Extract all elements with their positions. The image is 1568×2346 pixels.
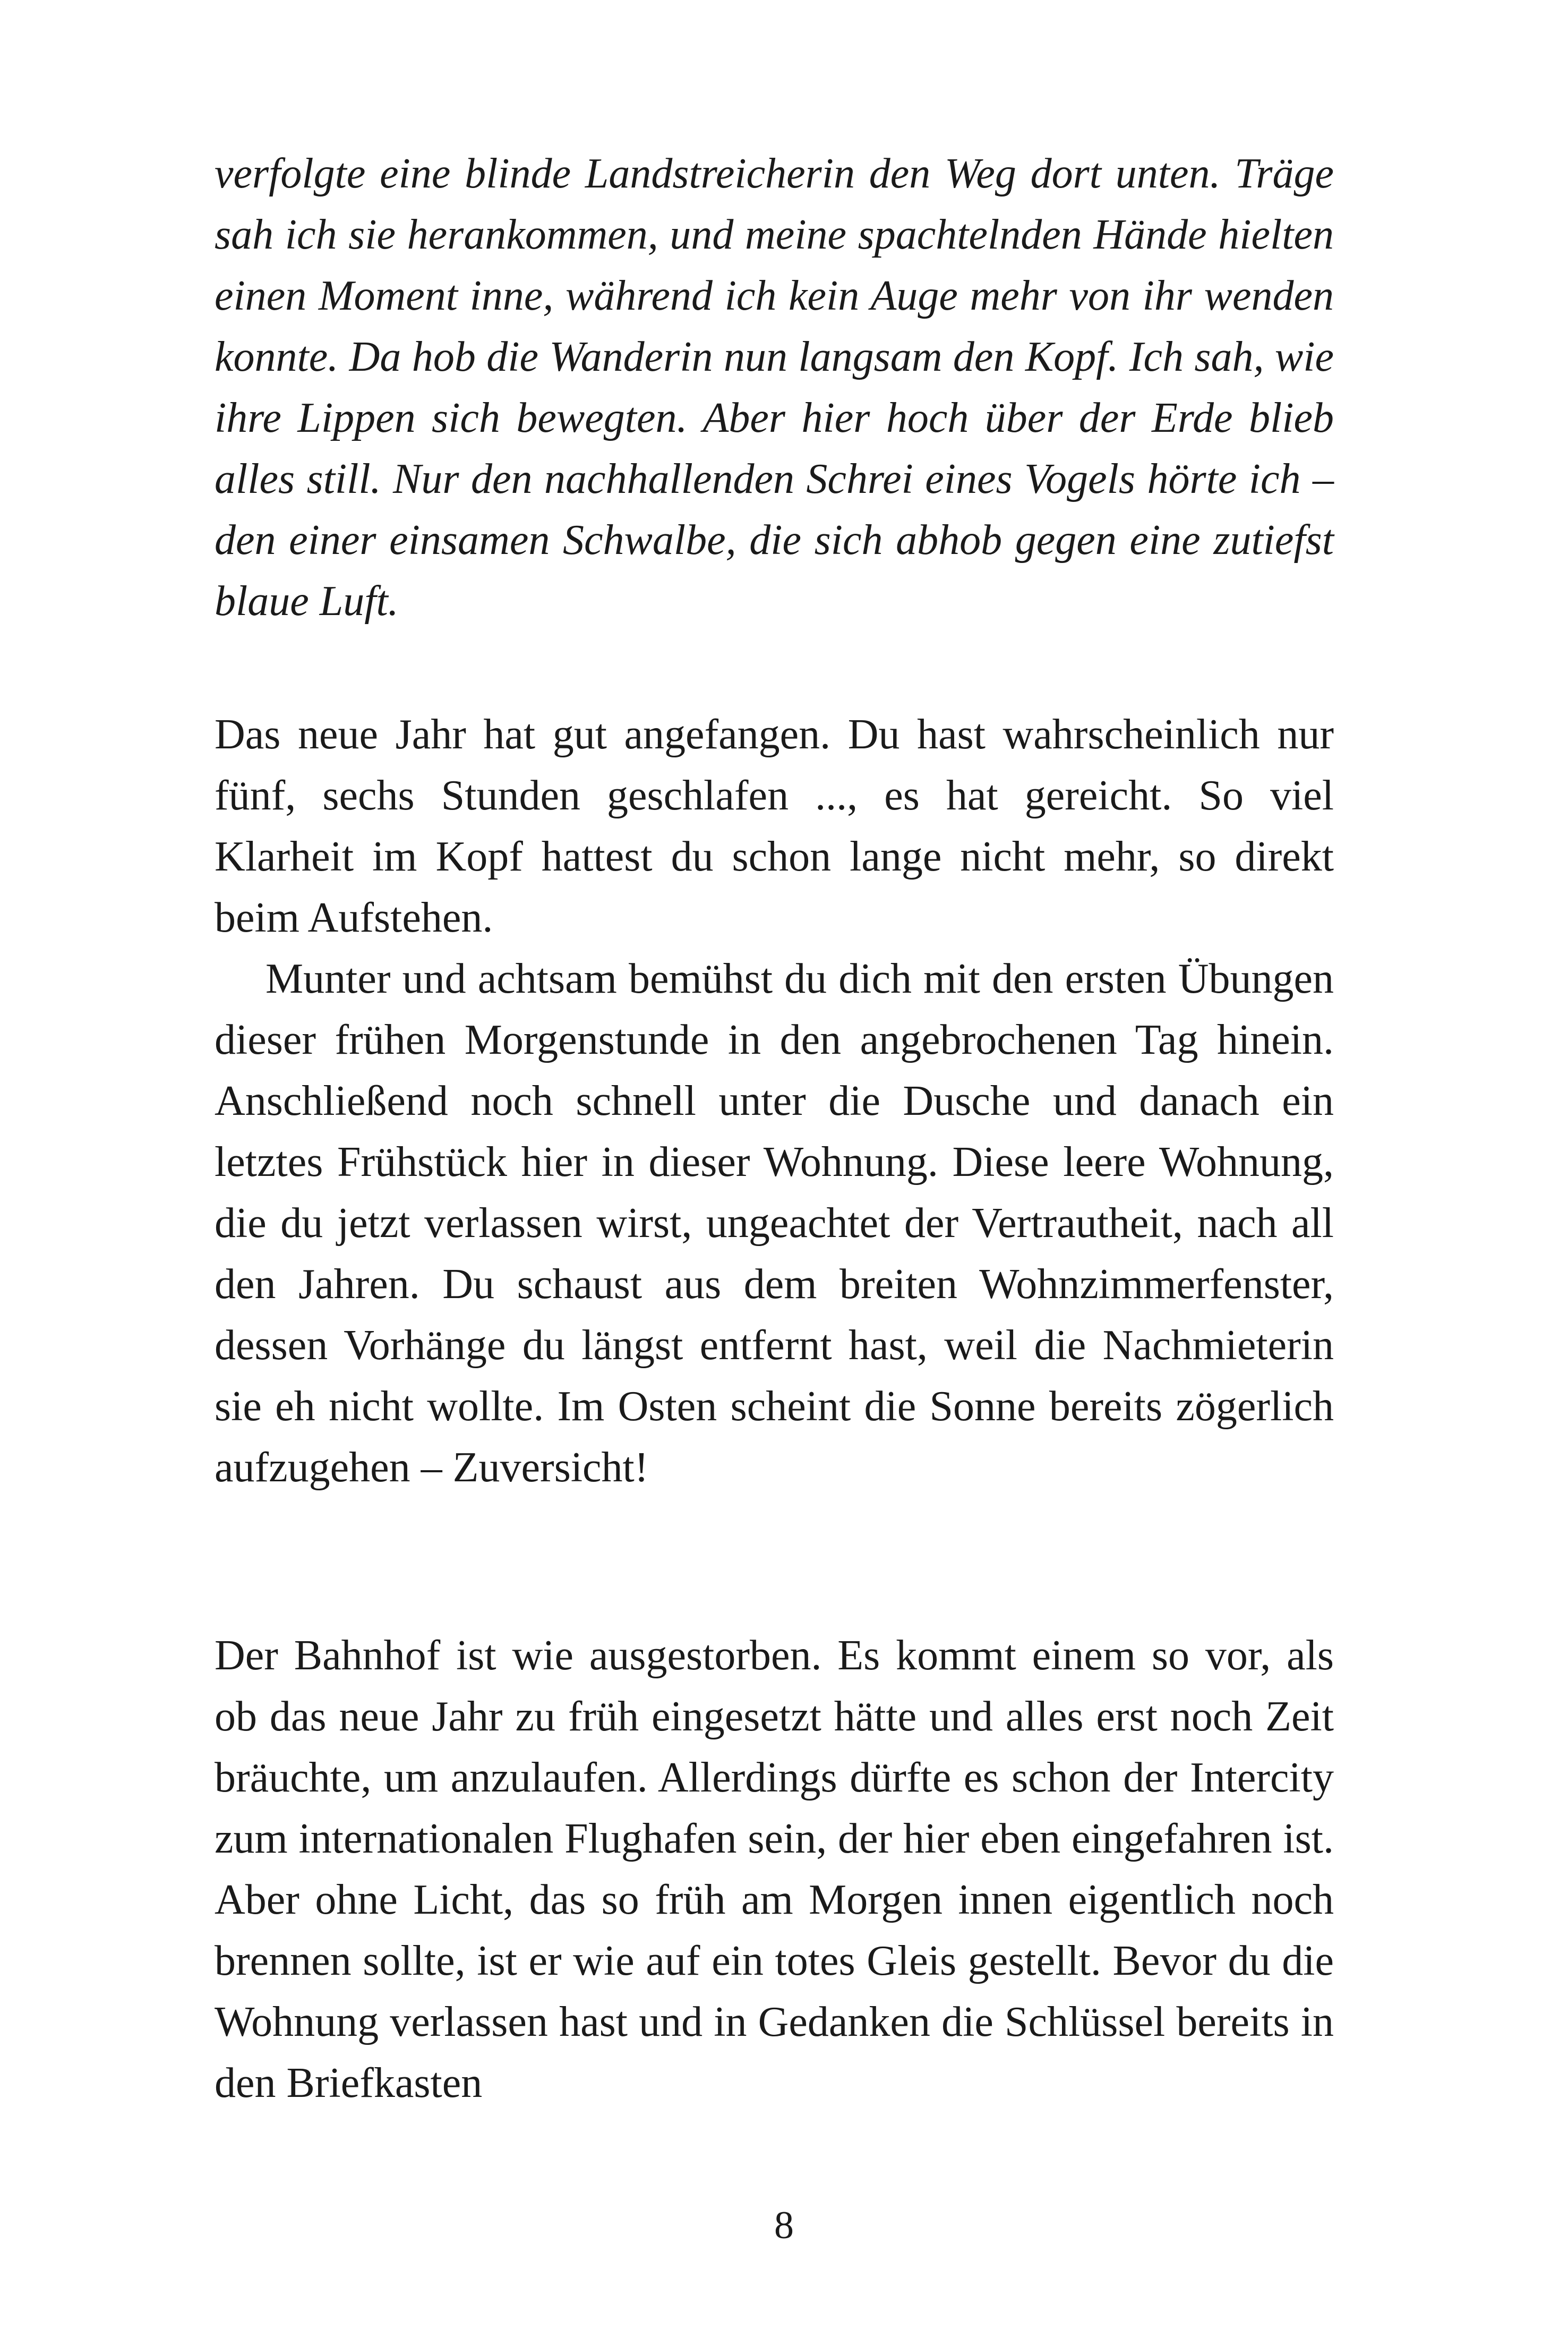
paragraph-train-station: Der Bahnhof ist wie ausgestorben. Es kommt einem so vor, als ob das neue Jahr zu früh eingesetzt hätte und alles erst noch Zeit bräuchte, um anzulaufen. Allerdings dürfte es schon der Intercity zum internationalen Flughafen sein, der hier eben eingefahren ist. Aber ohne Licht, das so früh am Morgen innen eigentlich noch brennen sollte, ist er wie auf ein totes Gleis gestellt. Bevor du die Wohnung verlassen hast und in Gedanken die Schlüssel bereits in den Briefkasten [215, 1632, 1334, 2106]
paragraph-new-year: Das neue Jahr hat gut angefangen. Du hast wahrscheinlich nur fünf, sechs Stunden geschlafen ..., es hat gereicht. So viel Klarheit im Kopf hattest du schon lange nicht mehr, so direkt beim Aufstehen. [215, 711, 1334, 941]
section-new-year [215, 704, 1334, 1498]
section-train-station [215, 1625, 1334, 2114]
paragraph-italic-swallow: verfolgte eine blinde Landstreicherin den Weg dort unten. Träge sah ich sie herankommen, und meine spachtelnden Hände hielten einen Moment inne, während ich kein Auge mehr von ihr wenden konnte. Da hob die Wanderin nun langsam den Kopf. Ich sah, wie ihre Lippen sich bewegten. Aber hier hoch über der Erde blieb alles still. Nur den nachhallenden Schrei eines Vogels hörte ich – den einer einsamen Schwalbe, die sich abhob gegen eine zutiefst blaue Luft. [215, 150, 1334, 625]
page-number: 8 [774, 2204, 794, 2247]
italic-passage [215, 143, 1334, 632]
paragraph-morning-routine: Munter und achtsam bemühst du dich mit den ersten Übungen dieser frühen Morgenstunde in den angebrochenen Tag hinein. Anschließend noch schnell unter die Dusche und danach ein letztes Frühstück hier in dieser Wohnung. Diese leere Wohnung, die du jetzt verlassen wirst, ungeachtet der Vertrautheit, nach all den Jahren. Du schaust aus dem breiten Wohnzimmerfenster, dessen Vorhänge du längst entfernt hast, weil die Nachmieterin sie eh nicht wollte. Im Osten scheint die Sonne bereits zögerlich aufzugehen – Zuversicht! [215, 956, 1334, 1491]
